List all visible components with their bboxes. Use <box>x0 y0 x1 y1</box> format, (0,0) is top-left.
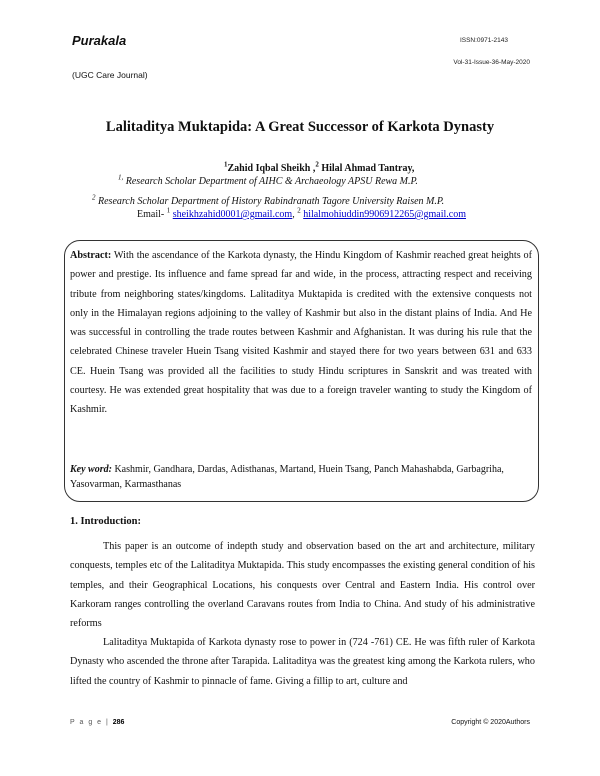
keywords-label: Key word: <box>70 464 112 475</box>
author1-sup: 1 <box>224 160 228 169</box>
email-line <box>137 206 466 220</box>
page-number: 286 <box>112 719 125 726</box>
keywords <box>70 462 535 492</box>
ugc-care-label: (UGC Care Journal) <box>72 70 148 80</box>
volume-issue: Vol-31-Issue-36-May-2020 <box>453 59 530 66</box>
email-link-1[interactable]: sheikhzahid0001@gmail.com <box>172 209 293 220</box>
keywords-list: Kashmir, Gandhara, Dardas, Adisthanas, Martand, Huein Tsang, Panch Mahashabda, Garbagriha, Yasovarman, Karmasthanas <box>70 464 504 490</box>
page-label: P a g e | <box>70 719 113 726</box>
section-heading-introduction: 1. Introduction: <box>70 516 141 527</box>
email2-sup: 2 <box>297 206 301 215</box>
author-2: Hilal Ahmad Tantray, <box>318 163 415 174</box>
aff1-sup: 1, <box>118 173 124 182</box>
affiliation-2-text: Research Scholar Department of History Rabindranath Tagore University Raisen M.P. <box>95 196 445 207</box>
intro-paragraph-1: This paper is an outcome of indepth study and observation based on the art and architecture, military conquests, temples etc of the Lalitaditya Muktapida. This study encompasses the existing general condition of his temples, and their Geographical Locations, his conquests over Central and Eastern India. His control over Karkoram ranges controlling the overland Caravans routes from India to China. And study of his administrative reforms <box>70 541 535 630</box>
copyright: Copyright © 2020Authors <box>451 719 530 726</box>
author2-sup: 2 <box>315 160 319 169</box>
affiliation-1-text: Research Scholar Department of AIHC & Archaeology APSU Rewa M.P. <box>123 176 418 187</box>
journal-name: Purakala <box>72 33 127 48</box>
abstract-body: With the ascendance of the Karkota dynasty, the Hindu Kingdom of Kashmir reached great heights of power and prestige. Its influence and fame spread far and wide, in the process, attracting respect and receiving tribute from neighboring states/kingdoms. Lalitaditya Muktapida is credited with the extensive conquests not only in the Himalayan regions adjoining to the valley of Kashmir but also in the distant plains of India. And He was successful in controlling the trade routes between Kashmir and Afghanistan. It was during his rule that the celebrated Chinese traveler Huein Tsang visited Kashmir and stayed there for two years between 631 and 633 CE. Huein Tsang was provided all the facilities to study Hindu scriptures in Sanskrit and was treated with courtesy. He was extended great hospitality that was due to a foreign traveler wanting to study the Kingdom of Kashmir. <box>70 250 532 416</box>
page-footer-number <box>70 719 124 726</box>
aff2-sup: 2 <box>92 193 96 202</box>
email-link-2[interactable]: hilalmohiuddin9906912265@gmail.com <box>303 209 466 220</box>
affiliation-1 <box>118 173 418 187</box>
paper-title: Lalitaditya Muktapida: A Great Successor of Karkota Dynasty <box>105 119 495 135</box>
email1-sup: 1 <box>166 206 171 215</box>
author-1: Zahid Iqbal Sheikh , <box>227 163 316 174</box>
abstract <box>70 246 532 420</box>
abstract-label: Abstract: <box>70 250 112 261</box>
issn: ISSN:0971-2143 <box>459 37 508 44</box>
intro-paragraph-2: Lalitaditya Muktapida of Karkota dynasty rose to power in (724 -761) CE. He was fifth ruler of Karkota Dynasty who ascended the throne after Tarapida. Lalitaditya was the greatest king among the Karkota rulers, who lifted the country of Kashmir to pinnacle of fame. Giving a fillip to art, culture and <box>70 637 535 687</box>
email-label: Email- <box>137 209 167 220</box>
author-line <box>224 160 415 174</box>
affiliation-2 <box>92 193 445 207</box>
email-separator: , <box>292 209 298 220</box>
